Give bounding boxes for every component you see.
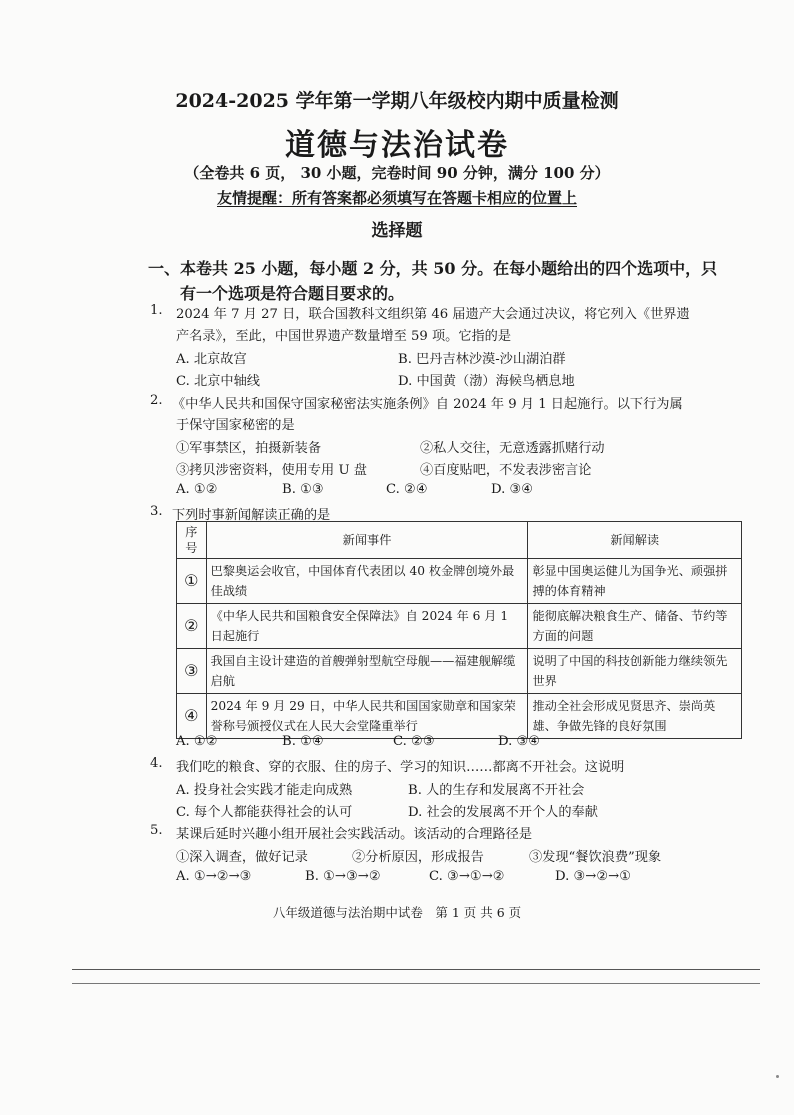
q4-option-c: C. 每个人都能获得社会的认可 <box>176 805 353 820</box>
news-table <box>176 521 742 739</box>
q3-option-b: B. ①④ <box>282 734 324 749</box>
exam-title: 2024-2025 学年第一学期八年级校内期中质量检测 <box>175 90 619 112</box>
q1-option-b: B. 巴丹吉林沙漠-沙山湖泊群 <box>398 352 566 367</box>
q1-stem-line1: 2024 年 7 月 27 日，联合国教科文组织第 46 届遗产大会通过决议，将它列入《世界遗 <box>176 307 690 322</box>
q5-option-a: A. ①→②→③ <box>176 869 252 884</box>
header-number: 序号 <box>177 522 207 559</box>
q5-option-b: B. ①→③→② <box>305 869 381 884</box>
q2-option-d: D. ③④ <box>491 482 534 497</box>
q5-stem: 某课后延时兴趣小组开展社会实践活动。该活动的合理路径是 <box>176 827 533 842</box>
row-event: 《中华人民共和国粮食安全保障法》自 2024 年 6 月 1 日起施行 <box>206 604 528 649</box>
q5-option-d: D. ③→②→① <box>555 869 632 884</box>
q1-number: 1. <box>150 303 163 318</box>
scan-speck <box>776 1075 779 1078</box>
q5-statement-2: ②分析原因，形成报告 <box>352 850 484 865</box>
q2-stem-line1: 《中华人民共和国保守国家秘密法实施条例》自 2024 年 9 月 1 日起施行。以下行为属 <box>172 397 683 412</box>
reminder <box>0 187 794 208</box>
q2-statement-4: ④百度贴吧，不发表涉密言论 <box>420 463 592 478</box>
row-number: ③ <box>177 649 207 694</box>
q3-number: 3. <box>150 504 163 519</box>
table-row <box>177 604 742 649</box>
q2-statement-2: ②私人交往，无意透露抓赌行动 <box>420 441 605 456</box>
q1-option-d: D. 中国黄（渤）海候鸟栖息地 <box>398 374 575 389</box>
q5-option-c: C. ③→①→② <box>429 869 505 884</box>
q5-statement-1: ①深入调查，做好记录 <box>176 850 308 865</box>
q2-statement-1: ①军事禁区，拍摄新装备 <box>176 441 322 456</box>
row-reading: 彰显中国奥运健儿为国争光、顽强拼搏的体育精神 <box>528 559 742 604</box>
q2-option-a: A. ①② <box>176 482 218 497</box>
page-footer: 八年级道德与法治期中试卷 第 1 页 共 6 页 <box>272 905 522 920</box>
scan-edge-line <box>72 983 760 984</box>
scan-edge-line <box>72 969 760 970</box>
q2-statement-3: ③拷贝涉密资料，使用专用 U 盘 <box>176 463 367 478</box>
q4-stem: 我们吃的粮食、穿的衣服、住的房子、学习的知识……都离不开社会。这说明 <box>176 760 625 775</box>
q2-stem-line2: 于保守国家秘密的是 <box>176 418 295 433</box>
part-one-line1: 一、本卷共 25 小题，每小题 2 分，共 50 分。在每小题给出的四个选项中，只 <box>148 259 718 278</box>
row-number: ④ <box>177 694 207 739</box>
exam-info: （全卷共 6 页， 30 小题，完卷时间 90 分钟，满分 100 分） <box>184 164 610 182</box>
q3-option-d: D. ③④ <box>498 734 541 749</box>
q4-option-a: A. 投身社会实践才能走向成熟 <box>176 783 353 798</box>
row-reading: 说明了中国的科技创新能力继续领先世界 <box>528 649 742 694</box>
q4-option-d: D. 社会的发展离不开个人的奉献 <box>408 805 598 820</box>
row-reading: 能彻底解决粮食生产、储备、节约等方面的问题 <box>528 604 742 649</box>
q1-option-a: A. 北京故宫 <box>176 352 247 367</box>
q3-stem: 下列时事新闻解读正确的是 <box>172 508 331 523</box>
row-event: 2024 年 9 月 29 日，中华人民共和国国家勋章和国家荣誉称号颁授仪式在人民大会堂隆重举行 <box>206 694 528 739</box>
part-one-line2: 有一个选项是符合题目要求的。 <box>180 284 405 303</box>
q1-stem-line2: 产名录》，至此，中国世界遗产数量增至 59 项。它指的是 <box>176 329 512 344</box>
header-reading: 新闻解读 <box>528 522 742 559</box>
reminder-text: 友情提醒：所有答案都必须填写在答题卡相应的位置上 <box>216 189 577 207</box>
table-row <box>177 649 742 694</box>
q1-option-c: C. 北京中轴线 <box>176 374 260 389</box>
table-row <box>177 559 742 604</box>
row-number: ② <box>177 604 207 649</box>
row-number: ① <box>177 559 207 604</box>
row-reading: 推动全社会形成见贤思齐、崇尚英雄、争做先锋的良好氛围 <box>528 694 742 739</box>
q2-option-c: C. ②④ <box>386 482 428 497</box>
row-event: 巴黎奥运会收官，中国体育代表团以 40 枚金牌创境外最佳战绩 <box>206 559 528 604</box>
q5-number: 5. <box>150 823 163 838</box>
table-header-row <box>177 522 742 559</box>
section-title: 选择题 <box>371 221 423 241</box>
header-event: 新闻事件 <box>206 522 528 559</box>
row-event: 我国自主设计建造的首艘弹射型航空母舰——福建舰解缆启航 <box>206 649 528 694</box>
q3-option-c: C. ②③ <box>393 734 435 749</box>
q2-option-b: B. ①③ <box>282 482 324 497</box>
table-row <box>177 694 742 739</box>
subject-title: 道德与法治试卷 <box>285 128 509 163</box>
q4-option-b: B. 人的生存和发展离不开社会 <box>408 783 585 798</box>
q3-option-a: A. ①② <box>176 734 218 749</box>
q4-number: 4. <box>150 756 163 771</box>
q5-statement-3: ③发现“餐饮浪费”现象 <box>529 850 662 865</box>
q2-number: 2. <box>150 393 163 408</box>
